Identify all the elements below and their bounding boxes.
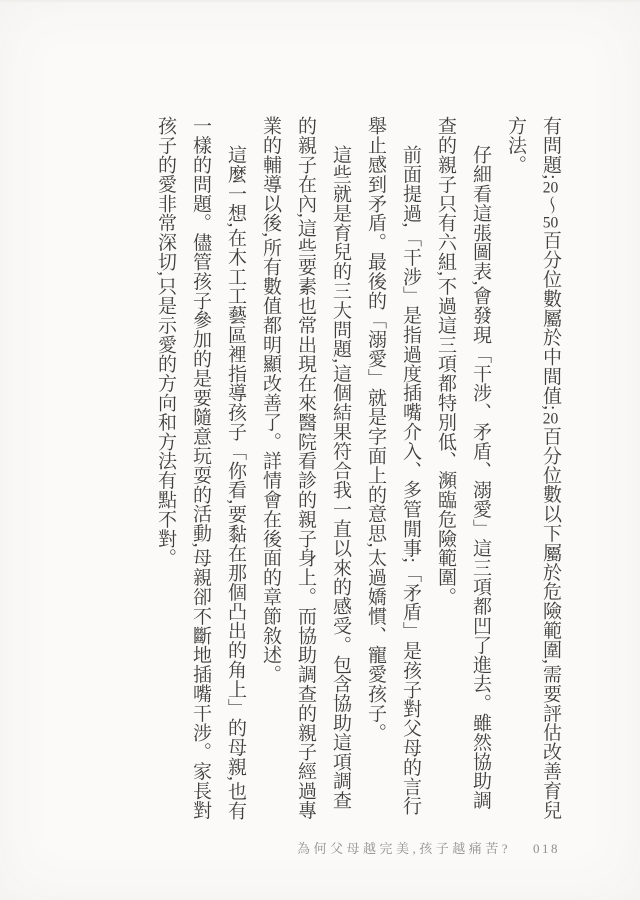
paragraph: 有問題;20〜50百分位數屬於中間值;20百分位數以下屬於危險範圍,需要評估改善育兒方法。	[505, 116, 561, 820]
paragraph: 仔細看這張圖表,會發現「干涉、矛盾、溺愛」這三項都凹了進去。雖然協助調查的親子只有六組,不過這三項都特別低、瀕臨危險範圍。	[435, 116, 491, 810]
paragraph: 這麼一想,在木工工藝區裡指導孩子「你看,要黏在那個凸出的角上」的母親,也有一樣的問題。儘管孩子參加的是要隨意玩耍的活動,母親卻不斷地插嘴干涉。家長對孩子的愛非常深切,只是示愛的方向和方法有點不對。	[155, 116, 246, 820]
body-text	[147, 116, 568, 820]
page-footer	[297, 838, 560, 857]
footer-page-number: 018	[533, 841, 560, 856]
paragraph: 前面提過,「干涉」是指過度插嘴介入、多管閒事;「矛盾」是孩子對父母的言行舉止感到矛盾。最後的「溺愛」就是字面上的意思,太過嬌慣、寵愛孩子。	[365, 116, 421, 815]
paragraph: 這些就是育兒的三大問題,這個結果符合我一直以來的感受。包含協助這項調查的親子在內,這些要素也常出現在來醫院看診的親子身上。而協助調查的親子經過專業的輔導以後,所有數值都明顯改善了。詳情會在後面的章節敘述。	[260, 116, 351, 820]
footer-book-title: 為何父母越完美,孩子越痛苦?	[296, 841, 511, 856]
